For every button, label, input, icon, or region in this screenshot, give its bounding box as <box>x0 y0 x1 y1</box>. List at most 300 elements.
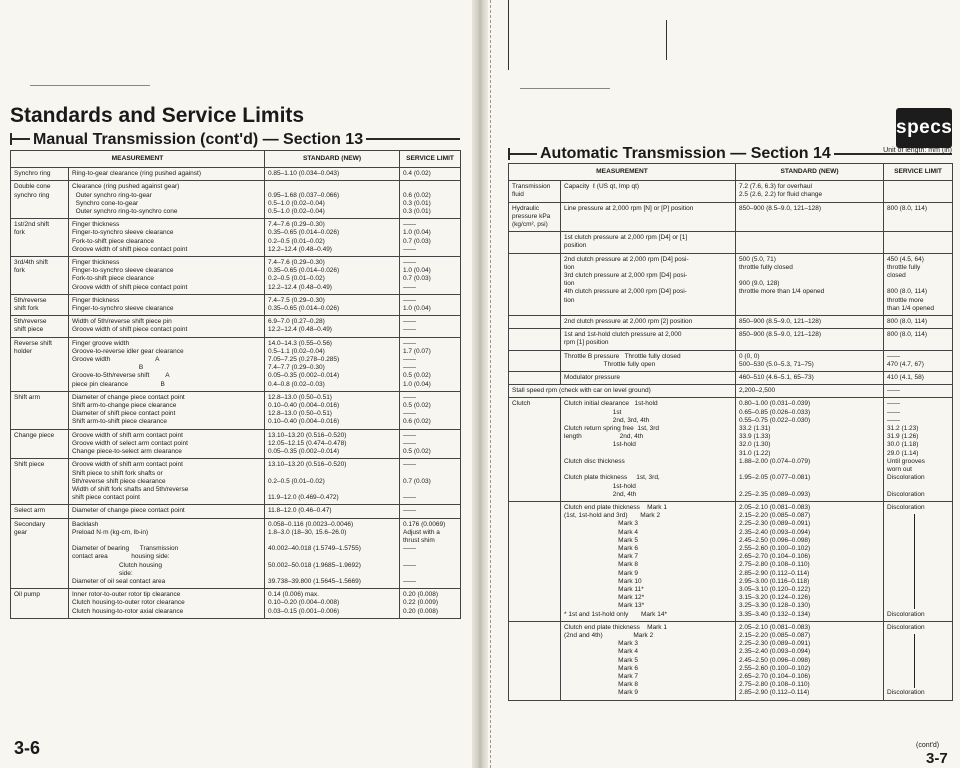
standard-value-line: 7.4–7.6 (0.29–0.30) <box>268 259 325 267</box>
part-name-line <box>512 256 557 264</box>
standard-value-line: 0.65–0.85 (0.026–0.033) <box>739 408 811 416</box>
measurement-line: (2nd and 4th) Mark 2 <box>564 631 654 639</box>
service-limit <box>884 202 953 232</box>
standard-value-line: 7.2 (7.6, 6.3) for overhaul <box>739 183 812 191</box>
service-limit-line: 1.0 (0.04) <box>403 267 431 275</box>
standard-value-line: 1.8–3.0 (18–30, 15.6–26.0) <box>268 528 347 536</box>
table-row <box>509 181 953 202</box>
standard-value <box>736 316 884 329</box>
service-limit <box>884 316 953 329</box>
service-limit <box>884 621 953 700</box>
part-name-line: 5th/reverse <box>14 296 47 304</box>
part-name-line: fork <box>14 267 25 275</box>
measurement-line: 2nd clutch pressure at 2,000 rpm [D4] posi- <box>564 255 689 263</box>
service-limit-line: —— <box>403 410 416 418</box>
part-name <box>509 621 561 700</box>
table-row <box>11 429 461 459</box>
service-limit-line: 0.6 (0.02) <box>403 191 431 199</box>
measurement-line: Groove width of shift piece contact point <box>72 326 188 334</box>
part-name-line <box>512 624 557 632</box>
standard-value <box>736 350 884 371</box>
part-name <box>509 372 561 385</box>
service-limit-line: 1.0 (0.04) <box>403 380 431 388</box>
standard-value-line: 460–510 (4.6–5.1, 65–73) <box>739 374 814 382</box>
measurement <box>561 253 736 315</box>
standard-value-line: 7.4–7.6 (0.29–0.30) <box>268 221 325 229</box>
standard-value-line: 2.55–2.60 (0.100–0.102) <box>739 544 811 552</box>
table-row <box>509 232 953 253</box>
measurement <box>69 219 265 257</box>
rule-tick <box>508 148 510 160</box>
table-row <box>11 316 461 337</box>
service-limit-line: —— <box>887 387 900 395</box>
measurement-line: Groove-to-5th/reverse shift A <box>72 372 170 380</box>
service-limit-line <box>887 512 949 520</box>
standard-value-line: 7.4–7.5 (0.29–0.30) <box>268 296 325 304</box>
service-limit-line: 1.0 (0.04) <box>403 229 431 237</box>
measurement-line: Clutch disc thickness <box>564 457 625 465</box>
measurement-line: Mark 8 <box>564 681 639 689</box>
automatic-transmission-table <box>508 163 953 701</box>
part-name <box>11 391 69 429</box>
standard-value <box>265 257 400 295</box>
standard-value-line: 39.738–39.800 (1.5645–1.5669) <box>268 577 361 585</box>
standard-value <box>736 253 884 315</box>
page-number-right: 3-7 <box>926 750 948 767</box>
standard-value <box>736 232 884 253</box>
service-limit-line: 30.0 (1.18) <box>887 441 919 449</box>
standard-value-line: 12.2–12.4 (0.48–0.49) <box>268 283 332 291</box>
service-limit-line <box>887 632 949 640</box>
part-name <box>11 168 69 181</box>
standard-value-line <box>268 553 396 561</box>
standard-value-line: 14.0–14.3 (0.55–0.56) <box>268 339 332 347</box>
range-arrow <box>914 514 915 609</box>
service-limit-line <box>887 520 949 528</box>
part-name <box>509 181 561 202</box>
measurement-line: Groove width of select arm contact point <box>72 439 188 447</box>
standard-value-line: 0.05–0.35 (0.002–0.014) <box>268 448 340 456</box>
measurement-line: Clutch housing-to-outer rotor clearance <box>72 599 185 607</box>
service-limit-line: 0.5 (0.02) <box>403 402 431 410</box>
standard-value-line: 0.10–0.20 (0.004–0.008) <box>268 599 340 607</box>
standard-value-line: 0.2–0.5 (0.01–0.02) <box>268 477 325 485</box>
service-limit-line <box>403 486 457 494</box>
measurement-line: tion <box>564 263 575 271</box>
service-limit-line: —— <box>403 507 416 515</box>
service-limit-line: Discoloration <box>887 490 925 498</box>
standard-value <box>265 168 400 181</box>
part-name <box>11 257 69 295</box>
measurement-line: Diameter of oil seal contact area <box>72 577 166 585</box>
service-limit-line: —— <box>403 318 416 326</box>
standard-value-line: 2.95–3.00 (0.116–0.118) <box>739 577 810 585</box>
service-limit-line: —— <box>403 364 416 372</box>
service-limit <box>400 391 461 429</box>
measurement-line: Groove width A <box>72 356 160 364</box>
service-limit-line <box>887 561 949 569</box>
standard-value-line: 12.2–12.4 (0.48–0.49) <box>268 245 332 253</box>
standard-value-line <box>739 483 880 491</box>
measurement-line: Finger thickness <box>72 221 120 229</box>
standard-value-line: 0.10–0.40 (0.004–0.016) <box>268 418 340 426</box>
standard-value-line: 0.058–0.116 (0.0023–0.0046) <box>268 520 354 528</box>
service-limit-line: —— <box>403 283 416 291</box>
measurement <box>69 257 265 295</box>
service-limit-line <box>887 594 949 602</box>
service-limit <box>400 219 461 257</box>
part-name <box>509 253 561 315</box>
service-limit-line: 1.0 (0.04) <box>403 305 431 313</box>
standard-value-line <box>268 570 396 578</box>
service-limit-line <box>887 648 949 656</box>
service-limit-line: Discoloration <box>887 474 925 482</box>
part-name-line: shift piece <box>14 326 44 334</box>
standard-value-line: 850–900 (8.5–9.0, 121–128) <box>739 318 822 326</box>
part-name <box>509 316 561 329</box>
part-name-line: Change piece <box>14 431 55 439</box>
measurement-line: Groove width of shift arm contact point <box>72 431 183 439</box>
standard-value-line: 2.05–2.10 (0.081–0.083) <box>739 623 811 631</box>
part-name-line <box>512 504 557 512</box>
service-limit-line <box>887 280 949 288</box>
range-arrow <box>914 634 915 688</box>
part-name <box>11 181 69 219</box>
service-limit-line <box>887 553 949 561</box>
measurement-line: tion <box>564 296 575 304</box>
part-name-line: Synchro ring <box>14 170 51 178</box>
standard-value <box>736 329 884 350</box>
standard-value-line: throttle fully closed <box>739 263 793 271</box>
service-limit-line: 410 (4.1, 58) <box>887 374 924 382</box>
standard-value <box>736 372 884 385</box>
measurement-line: Throttle fully open <box>564 360 656 368</box>
measurement-line: Finger-to-synchro sleeve clearance <box>72 305 174 313</box>
measurement-line <box>72 537 261 545</box>
standard-value-line: 0.5–1.0 (0.02–0.04) <box>268 208 325 216</box>
book-spine <box>472 0 488 768</box>
table-header-row <box>509 164 953 181</box>
part-name-line: gear <box>14 528 28 536</box>
part-name-line: 1st/2nd shift <box>14 221 50 229</box>
manual-transmission-table <box>10 150 461 619</box>
standard-value-line: 0.35–0.65 (0.014–0.026) <box>268 305 340 313</box>
service-limit-line: 31.9 (1.26) <box>887 433 919 441</box>
standard-value-line <box>739 234 880 242</box>
measurement-line: Width of 5th/reverse shift piece pin <box>72 318 172 326</box>
service-limit-line: 0.7 (0.03) <box>403 237 431 245</box>
service-limit <box>884 501 953 621</box>
measurement-line: Mark 3 <box>564 520 639 528</box>
standard-value-line: 0 (0, 0) <box>739 352 760 360</box>
measurement-line: position <box>564 242 587 250</box>
standard-value-line: 2.35–2.40 (0.093–0.094) <box>739 528 811 536</box>
measurement-line: 1st <box>564 408 622 416</box>
service-limit-line <box>887 681 949 689</box>
table-row <box>11 257 461 295</box>
standard-value <box>265 518 400 589</box>
service-limit-line: 450 (4.5, 64) <box>887 255 924 263</box>
service-limit <box>400 316 461 337</box>
service-limit-line <box>887 586 949 594</box>
row-label <box>509 385 736 398</box>
measurement-line <box>564 466 732 474</box>
standard-value-line <box>739 272 880 280</box>
standard-value-line: 2.5 (2.6, 2.2) for fluid change <box>739 191 823 199</box>
measurement-line: 2nd, 4th <box>564 490 637 498</box>
service-limit-line: 0.20 (0.008) <box>403 591 439 599</box>
service-limit <box>400 589 461 619</box>
service-limit-line: 800 (8.0, 114) <box>887 288 927 296</box>
table-row <box>509 385 953 398</box>
service-limit-line <box>887 545 949 553</box>
measurement-line: Fork-to-shift piece clearance <box>72 275 155 283</box>
service-limit-line: —— <box>887 400 900 408</box>
table-row <box>509 253 953 315</box>
service-limit-line: 0.176 (0.0069) <box>403 520 446 528</box>
service-limit-line: —— <box>887 352 900 360</box>
measurement-line: Throttle B pressure Throttle fully closed <box>564 352 681 360</box>
part-name <box>11 337 69 391</box>
measurement-line: piece pin clearance B <box>72 380 165 388</box>
measurement-line: 2nd, 3rd, 4th <box>564 416 650 424</box>
measurement-line: contact area housing side: <box>72 553 170 561</box>
measurement-line: * 1st and 1st-hold only Mark 14* <box>564 610 667 618</box>
service-limit-line: 0.22 (0.009) <box>403 599 439 607</box>
measurement-line: Mark 4 <box>564 528 639 536</box>
measurement-line: Finger-to-synchro sleeve clearance <box>72 267 174 275</box>
scan-mark <box>508 0 509 70</box>
standard-value-line: 2.65–2.70 (0.104–0.106) <box>739 672 811 680</box>
measurement <box>69 294 265 315</box>
service-limit-line: —— <box>403 494 416 502</box>
measurement-line: Shift arm-to-shift piece clearance <box>72 418 168 426</box>
measurement <box>69 337 265 391</box>
service-limit-line: —— <box>403 339 416 347</box>
part-name-line: Clutch <box>512 400 531 408</box>
measurement <box>561 232 736 253</box>
service-limit-line: 800 (8.0, 114) <box>887 331 927 339</box>
measurement-line: Ring-to-gear clearance (ring pushed against) <box>72 170 201 178</box>
service-limit-line <box>887 640 949 648</box>
standard-value <box>265 459 400 505</box>
standard-value-line <box>268 537 396 545</box>
unit-note: Unit of length: mm (in) <box>883 147 952 154</box>
continued-note: (cont'd) <box>916 742 940 749</box>
measurement-line: Groove width of shift piece contact point <box>72 283 188 291</box>
standard-value <box>265 219 400 257</box>
part-name-line: Select arm <box>14 507 46 515</box>
table-row <box>11 518 461 589</box>
measurement-line: Groove-to-reverse idler gear clearance <box>72 347 184 355</box>
standard-value-line: throttle more than 1/4 opened <box>739 288 825 296</box>
service-limit-line <box>887 483 949 491</box>
service-limit <box>400 257 461 295</box>
measurement-line: Diameter of bearing Transmission <box>72 545 179 553</box>
service-limit-line: 0.3 (0.01) <box>403 208 431 216</box>
measurement <box>69 589 265 619</box>
table-header-row <box>11 151 461 168</box>
service-limit-line: throttle fully <box>887 263 921 271</box>
table-row <box>11 589 461 619</box>
measurement-line: Diameter of change piece contact point <box>72 393 185 401</box>
measurement-line: side: <box>72 569 133 577</box>
measurement <box>561 501 736 621</box>
standard-value <box>736 202 884 232</box>
service-limit-line <box>887 570 949 578</box>
standard-value-line <box>268 183 396 191</box>
measurement-line: Line pressure at 2,000 rpm [N] or [P] position <box>564 204 694 212</box>
service-limit-line: —— <box>403 393 416 401</box>
part-name <box>11 459 69 505</box>
part-name <box>509 329 561 350</box>
header-standard: STANDARD (NEW) <box>265 151 400 168</box>
row-label-line: Stall speed rpm (check with car on level ground) <box>512 387 651 395</box>
standard-value-line <box>268 470 396 478</box>
measurement-line: 5th/reverse shift piece clearance <box>72 477 166 485</box>
service-limit-line: Discoloration <box>887 623 925 631</box>
standard-value-line: 2.15–2.20 (0.085–0.087) <box>739 631 811 639</box>
part-name-line: shift fork <box>14 305 39 313</box>
table-row <box>11 168 461 181</box>
measurement-line: Mark 7 <box>564 553 639 561</box>
table-row <box>11 181 461 219</box>
standard-value-line: 12.05–12.15 (0.474–0.478) <box>268 439 347 447</box>
service-limit-line: —— <box>403 326 416 334</box>
service-limit-line: —— <box>403 561 416 569</box>
measurement-line: Outer synchro ring-to-synchro cone <box>72 208 178 216</box>
service-limit-line: 0.20 (0.008) <box>403 607 439 615</box>
standard-value-line: 33.9 (1.33) <box>739 433 771 441</box>
standard-value-line: 7.05–7.25 (0.278–0.285) <box>268 356 340 364</box>
scan-mark <box>30 85 150 86</box>
part-name <box>11 294 69 315</box>
standard-value <box>265 316 400 337</box>
measurement <box>69 181 265 219</box>
measurement-line: Width of shift fork shafts and 5th/reverse <box>72 485 189 493</box>
part-name <box>11 589 69 619</box>
part-name-line: Shift piece <box>14 461 45 469</box>
standard-value-line: 2.85–2.90 (0.112–0.114) <box>739 569 810 577</box>
service-limit <box>884 372 953 385</box>
page-title: Standards and Service Limits <box>10 104 305 127</box>
page-number-left: 3-6 <box>14 738 41 758</box>
measurement-line: length 2nd, 4th <box>564 433 644 441</box>
service-limit-line: —— <box>403 356 416 364</box>
table-row <box>11 459 461 505</box>
standard-value-line: 2.25–2.30 (0.089–0.091) <box>739 640 811 648</box>
standard-value-line: 32.0 (1.30) <box>739 441 771 449</box>
service-limit-line: Adjust with a <box>403 528 440 536</box>
standard-value-line <box>268 486 396 494</box>
measurement-line: Mark 6 <box>564 544 639 552</box>
measurement-line: B <box>72 364 144 372</box>
header-standard: STANDARD (NEW) <box>736 164 884 181</box>
standard-value <box>265 181 400 219</box>
service-limit <box>884 385 953 398</box>
measurement-line: Shift arm-to-change piece clearance <box>72 402 177 410</box>
measurement-line: Mark 5 <box>564 656 639 664</box>
part-name <box>11 219 69 257</box>
part-name-line: Transmission <box>512 183 551 191</box>
measurement <box>561 350 736 371</box>
part-name-line <box>512 374 557 382</box>
service-limit-line: 800 (8.0, 114) <box>887 204 927 212</box>
service-limit-line: —— <box>403 221 416 229</box>
standard-value-line: 12.8–13.0 (0.50–0.51) <box>268 393 332 401</box>
service-limit-line <box>403 183 457 191</box>
part-name-line <box>512 318 557 326</box>
table-row <box>11 505 461 518</box>
service-limit-line <box>887 529 949 537</box>
measurement-line: Clutch plate thickness 1st, 3rd, <box>564 474 660 482</box>
standard-value <box>265 294 400 315</box>
standard-value-line: 0.03–0.15 (0.001–0.006) <box>268 607 340 615</box>
part-name-line <box>512 234 557 242</box>
measurement-line: (1st, 1st-hold and 3rd) Mark 2 <box>564 512 661 520</box>
measurement-line: 1st clutch pressure at 2,000 rpm [D4] or [1] <box>564 234 688 242</box>
part-name-line: Hydraulic <box>512 204 540 212</box>
measurement-line: Mark 5 <box>564 536 639 544</box>
measurement-line: Preload N·m (kg-cm, lb-in) <box>72 528 149 536</box>
service-limit-line <box>887 657 949 665</box>
measurement <box>561 372 736 385</box>
measurement-line: Clutch end plate thickness Mark 1 <box>564 623 667 631</box>
measurement-line: Diameter of change piece contact point <box>72 507 185 515</box>
measurement-line: Clutch return spring free 1st, 3rd <box>564 425 660 433</box>
part-name-line: Oil pump <box>14 591 41 599</box>
standard-value-line: 40.002–40.018 (1.5749–1.5755) <box>268 545 361 553</box>
measurement <box>69 316 265 337</box>
service-limit-line <box>403 553 457 561</box>
part-name-line: 5th/reverse <box>14 318 47 326</box>
part-name <box>509 232 561 253</box>
service-limit-line: 0.4 (0.02) <box>403 170 431 178</box>
service-limit <box>400 337 461 391</box>
service-limit-line: thrust shim <box>403 536 435 544</box>
standard-value-line: 2.55–2.60 (0.100–0.102) <box>739 664 811 672</box>
standard-value-line: 0.5–1.0 (0.02–0.04) <box>268 199 325 207</box>
part-name-line: 3rd/4th shift <box>14 259 48 267</box>
measurement-line: 1st-hold <box>564 482 636 490</box>
service-limit-line: —— <box>403 461 416 469</box>
service-limit-line: 29.0 (1.14) <box>887 449 919 457</box>
standard-value <box>736 398 884 501</box>
service-limit <box>400 181 461 219</box>
part-name <box>509 350 561 371</box>
standard-value-line: 2.75–2.80 (0.108–0.110) <box>739 681 810 689</box>
service-limit-line: 0.3 (0.01) <box>403 199 431 207</box>
service-limit-line: 0.7 (0.03) <box>403 275 431 283</box>
standard-value-line: 2.75–2.80 (0.108–0.110) <box>739 561 810 569</box>
standard-value-line: 0.95–1.68 (0.037–0.066) <box>268 191 340 199</box>
standard-value-line: 0.2–0.5 (0.01–0.02) <box>268 237 325 245</box>
standard-value-line: 2.45–2.50 (0.096–0.098) <box>739 536 811 544</box>
page-gutter-right <box>490 0 501 768</box>
standard-value-line: 2.35–2.40 (0.093–0.094) <box>739 648 811 656</box>
measurement-line: Clutch end plate thickness Mark 1 <box>564 503 667 511</box>
standard-value-line: 0.5–1.1 (0.02–0.04) <box>268 347 325 355</box>
service-limit-line: —— <box>403 296 416 304</box>
service-limit-line <box>887 602 949 610</box>
measurement-line: Finger groove width <box>72 339 130 347</box>
rule-tick <box>10 133 12 145</box>
standard-value-line: 2.15–2.20 (0.085–0.087) <box>739 512 811 520</box>
service-limit-line: 0.7 (0.03) <box>403 477 431 485</box>
standard-value-line: 3.35–3.40 (0.132–0.134) <box>739 610 811 618</box>
standard-value-line: 2.25–2.30 (0.089–0.091) <box>739 520 811 528</box>
header-service-limit: SERVICE LIMIT <box>400 151 461 168</box>
